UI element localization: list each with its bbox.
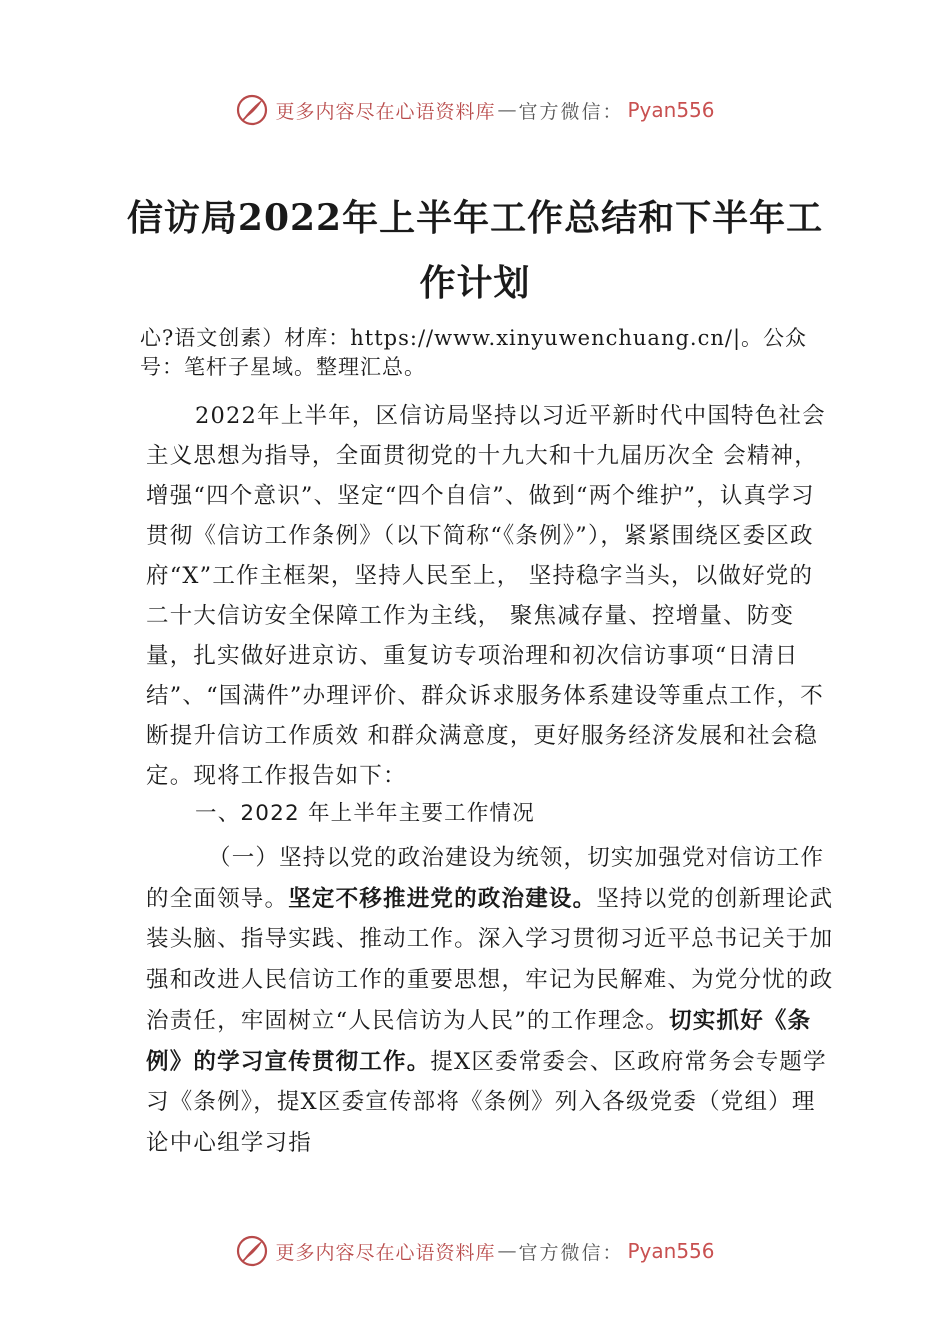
section1-bold-1: 坚定不移推进党的政治建设。 — [288, 885, 597, 912]
banner-weixin-label: 官方微信： — [518, 1241, 624, 1264]
section1-paragraph — [146, 838, 836, 1164]
source-note: 心?语文创素）材库：https://www.xinyuwenchuang.cn/|。公众号：笔杆子星域。整理汇总。 — [140, 326, 808, 379]
section-heading: 一、2022 年上半年主要工作情况 — [195, 801, 535, 826]
document-title-line2: 作计划 — [419, 262, 531, 304]
banner-text: 更多内容尽在心语资料库 — [275, 1241, 496, 1264]
document-title-line1: 信访局2022年上半年工作总结和下半年工 — [126, 197, 824, 239]
document-body — [146, 396, 836, 1164]
intro-paragraph: 2022年上半年，区信访局坚持以习近平新时代中国特色社会主义思想为指导，全面贯彻党的十九大和十九届历次全 会精神，增强“四个意识”、坚定“四个自信”、做到“两个维护”，认真学习贯彻《信访工作条例》（以下简称“《条例》”），紧紧围绕区委区政府“X”工作主框架，坚持人民至上， 坚持稳字当头，以做好党的二十大信访安全保障工作为主线， 聚焦减存量、控增量、防变量，扎实做好进京访、重复访专项治理和初次信访事项“日清日结”、“国满件”办理评价、群众诉求服务体系建设等重点工作，不断提升信访工作质效 和群众满意度，更好服务经济发展和社会稳定。现将工作报告如下： — [146, 403, 826, 789]
banner-weixin-label: 官方微信： — [518, 100, 624, 123]
section1-text-1: （一）坚持以党的政治建设为统领，切实加强党对信访工作的全面领导。 — [146, 845, 825, 912]
quill-logo-icon — [235, 1234, 269, 1268]
banner-weixin-id: Pyan556 — [627, 1239, 715, 1263]
header-banner — [0, 93, 950, 127]
banner-weixin-id: Pyan556 — [627, 98, 715, 122]
section1-bold-2: 切实抓好《条例》的学习宣传贯彻工作。 — [146, 1007, 812, 1075]
quill-logo-icon — [235, 93, 269, 127]
banner-separator: — — [497, 1240, 517, 1262]
banner-separator: — — [497, 99, 517, 121]
banner-text: 更多内容尽在心语资料库 — [275, 100, 496, 123]
footer-banner — [0, 1234, 950, 1268]
section1-text-3: 提X区委常委会、区政府常务会专题学习《条例》，提X区委宣传部将《条例》列入各级党委（党组）理论中心组学习指 — [146, 1048, 827, 1156]
section1-text-2: 坚持以党的创新理论武装头脑、指导实践、推动工作。深入学习贯彻习近平总书记关于加强和改进人民信访工作的重要思想，牢记为民解难、为党分忧的政治责任，牢固树立“人民信访为人民”的工作理念。 — [146, 885, 834, 1034]
